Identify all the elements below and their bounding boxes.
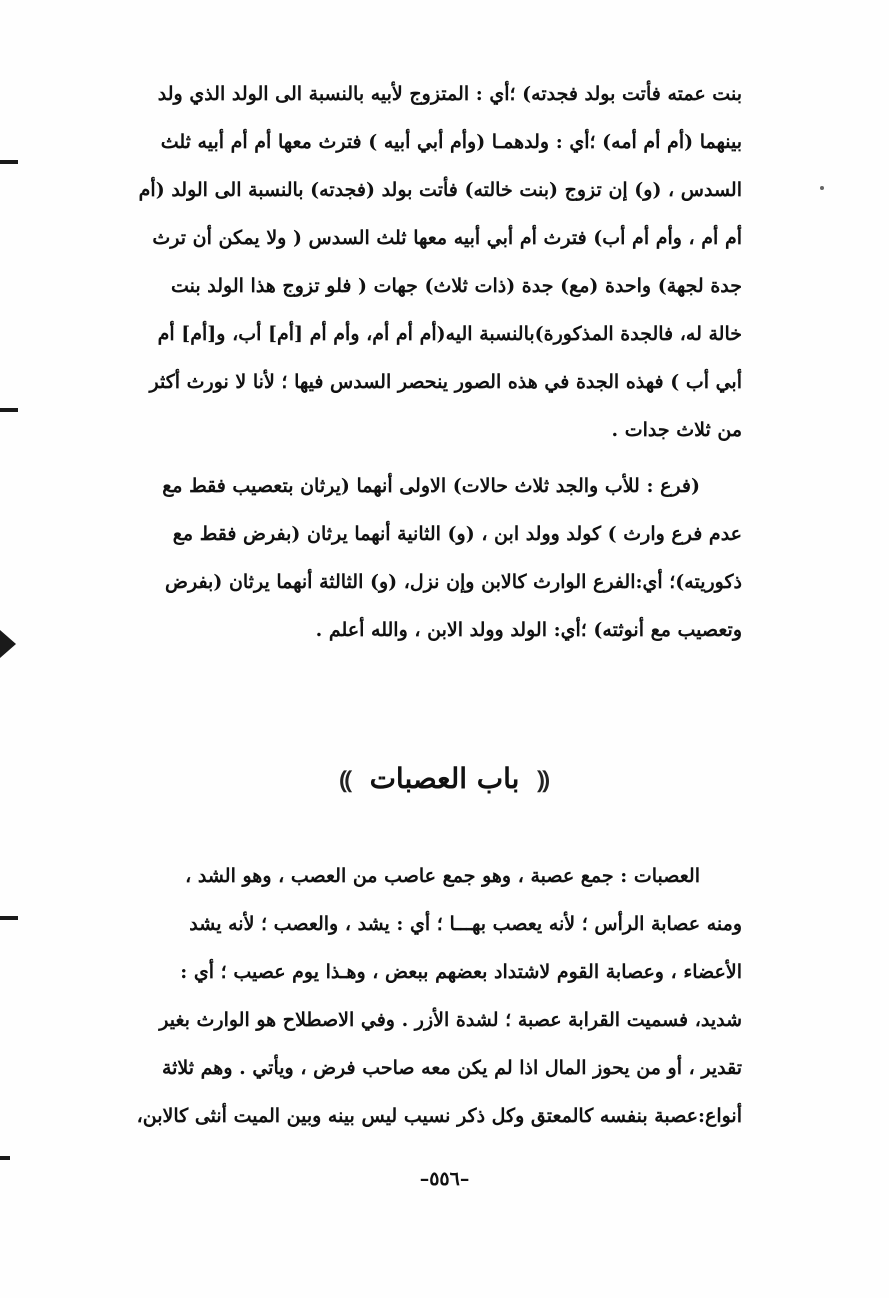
text-line: أبي أب ) فهذه الجدة في هذه الصور ينحصر السدس فيها ؛ لأنا لا نورث أكثر (149, 371, 742, 393)
scan-edge-mark (0, 916, 18, 920)
text-line: العصبات : جمع عصبة ، وهو جمع عاصب من العصب ، وهو الشد ، (185, 865, 700, 887)
text-line: السدس ، (و) إن تزوج (بنت خالته) فأتت بولد (فجدته) بالنسبة الى الولد (أم (138, 179, 742, 201)
paragraph-grandmothers (110, 70, 742, 454)
scan-edge-mark (0, 408, 18, 412)
scan-edge-mark (0, 160, 18, 164)
text-line: أنواع:عصبة بنفسه كالمعتق وكل ذكر نسيب ليس بينه وبين الميت أنثى كالابن، (136, 1105, 742, 1127)
text-line: ومنه عصابة الرأس ؛ لأنه يعصب بهـــا ؛ أي : يشد ، والعصب ؛ لأنه يشد (189, 913, 742, 935)
scan-edge-mark (0, 1156, 10, 1160)
text-line: أم أم ، وأم أم أب) فترث أم أبي أبيه معها ثلث السدس ( ولا يمكن أن ترث (152, 227, 742, 249)
chapter-title: باب العصبات (369, 762, 520, 795)
text-line: تقدير ، أو من يحوز المال اذا لم يكن معه صاحب فرض ، ويأتي . وهم ثلاثة (161, 1057, 742, 1079)
page-number: –٥٥٦– (419, 1168, 470, 1190)
scan-speck (820, 186, 824, 190)
text-line: عدم فرع وارث ) كولد وولد ابن ، (و) الثانية أنهما يرثان (بفرض فقط مع (172, 523, 742, 545)
paragraph-father-grandfather (110, 462, 742, 654)
text-line: خالة له، فالجدة المذكورة)بالنسبة اليه(أم أم أم، وأم أم [أم] أب، و[أم] أم (157, 323, 742, 345)
text-line: بينهما (أم أم أمه) ؛أي : ولدهمـا (وأم أبي أبيه ) فترث معها أم أم أبيه ثلث (160, 131, 742, 153)
text-line: (فرع : للأب والجد ثلاث حالات) الاولى أنهما (يرثان بتعصيب فقط مع (162, 475, 700, 497)
text-line: جدة لجهة) واحدة (مع) جدة (ذات ثلاث) جهات ( فلو تزوج هذا الولد بنت (170, 275, 742, 297)
ornament-right-icon: ⸨ (537, 765, 550, 794)
scan-edge-mark (0, 630, 16, 658)
text-line: وتعصيب مع أنوثته) ؛أي: الولد وولد الابن ، والله أعلم . (315, 619, 742, 641)
text-line: ذكوريته)؛ أي:الفرع الوارث كالابن وإن نزل، (و) الثالثة أنهما يرثان (بفرض (164, 571, 742, 593)
paragraph-asabat-definition (110, 852, 742, 1140)
text-line: الأعضاء ، وعصابة القوم لاشتداد بعضهم ببعض ، وهـذا يوم عصيب ؛ أي : (180, 961, 742, 983)
text-line: من ثلاث جدات . (611, 419, 742, 441)
chapter-heading (0, 755, 889, 804)
ornament-left-icon: ⸩ (339, 765, 352, 794)
text-line: شديد، فسميت القرابة عصبة ؛ لشدة الأزر . وفي الاصطلاح هو الوارث بغير (159, 1009, 742, 1031)
text-line: بنت عمته فأتت بولد فجدته) ؛أي : المتزوج لأبيه بالنسبة الى الولد الذي ولد (157, 83, 742, 105)
